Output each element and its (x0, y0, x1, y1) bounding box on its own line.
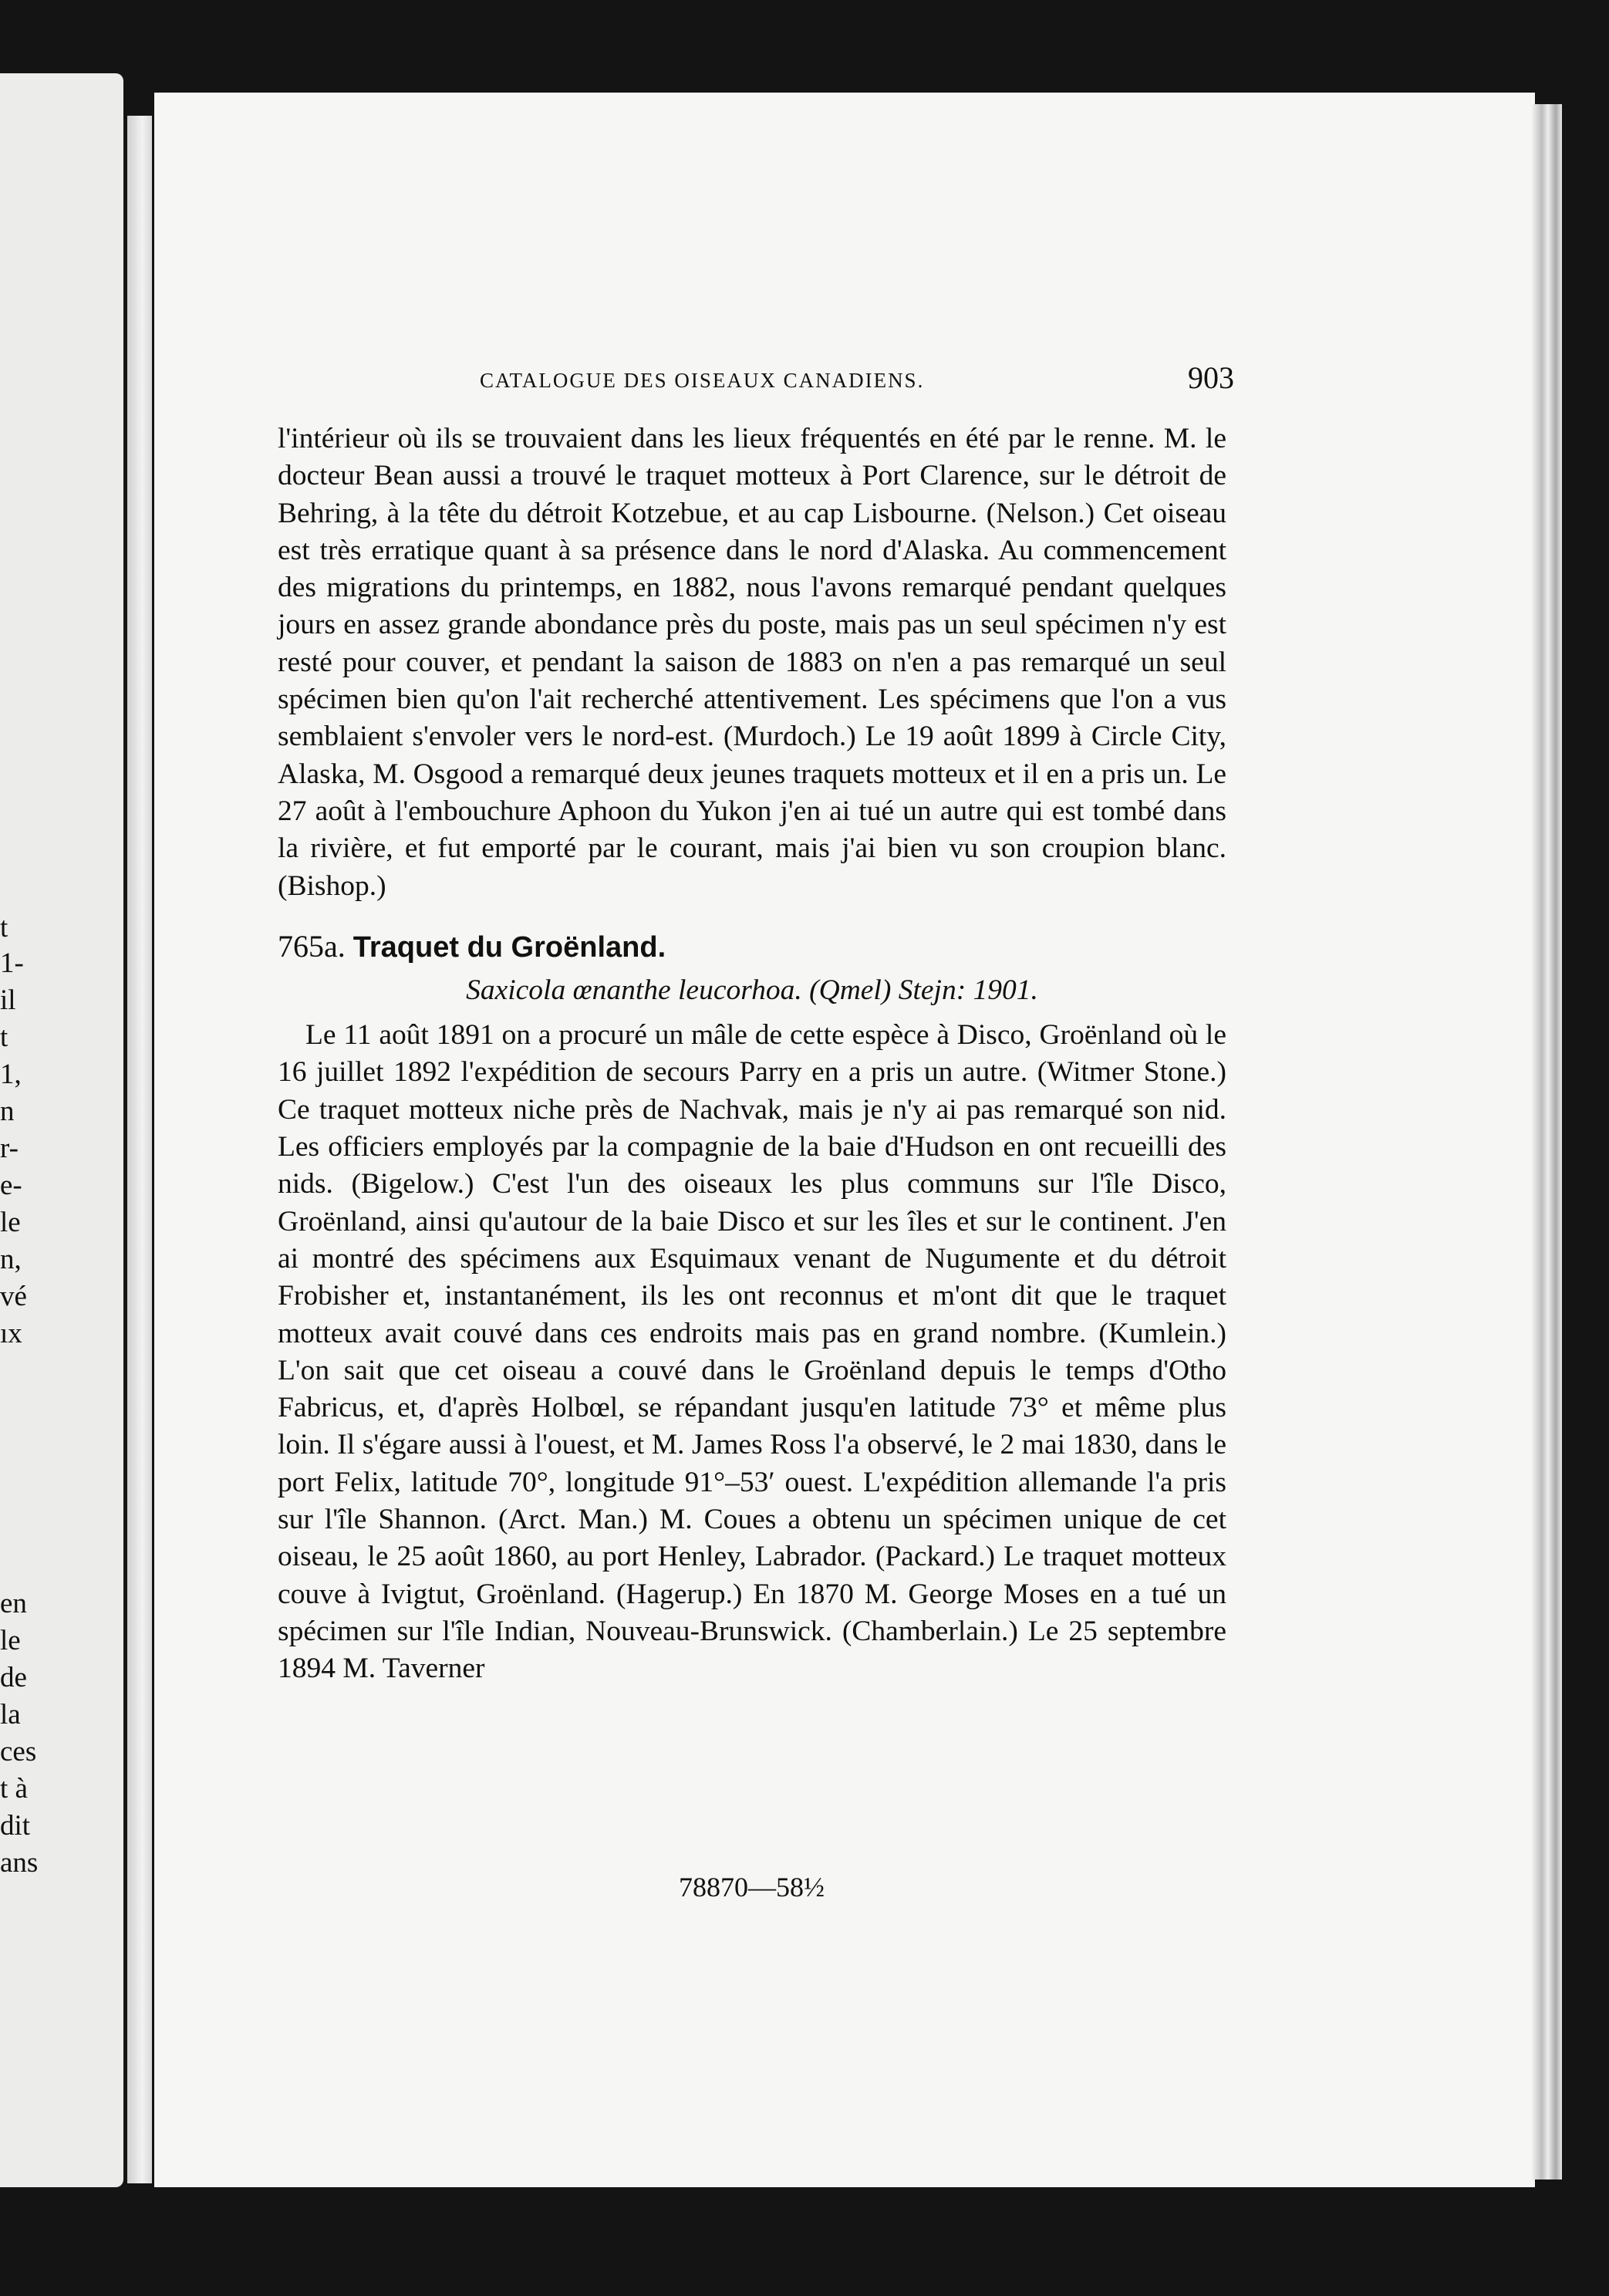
species-heading (278, 925, 1226, 969)
left-page-fragment: vé (0, 1281, 27, 1312)
page-number: 903 (1188, 360, 1234, 395)
left-page-fragment: le (0, 1625, 21, 1656)
left-page (0, 73, 123, 2187)
left-page-fragment: t (0, 1021, 8, 1053)
left-page-fragment: en (0, 1588, 27, 1619)
continuation-paragraph: l'intérieur où ils se trouvaient dans les lieux fréquentés en été par le renne. M. le docteur Bean aussi a trouvé le traquet motteux à Port Clarence, sur le détroit de Behring, à la tête du détroit Kotzebue, et au cap Lisbourne. (Nelson.) Cet oiseau est très erratique quant à sa présence dans le nord d'Alaska. Au commencement des migrations du printemps, en 1882, nous l'avons remarqué pendant quelques jours en assez grande abondance près du poste, mais pas un seul spécimen n'y est resté pour couver, et pendant la saison de 1883 on n'en a pas remarqué un seul spécimen bien qu'on l'ait recherché attentivement. Les spécimens que l'on a vus semblaient s'envoler vers le nord-est. (Murdoch.) Le 19 août 1899 à Circle City, Alaska, M. Osgood a remarqué deux jeunes traquets motteux et il en a pris un. Le 27 août à l'embouchure Aphoon du Yukon j'en ai tué un autre qui est tombé dans la rivière, et fut emporté par le courant, mais j'ai bien vu son croupion blanc. (Bishop.) (278, 423, 1226, 902)
left-page-fragment: il (0, 984, 16, 1016)
species-paragraph: Le 11 août 1891 on a procuré un mâle de cette espèce à Disco, Groënland où le 16 juillet 1892 l'expédition de secours Parry en a pris un autre. (Witmer Stone.) Ce traquet motteux niche près de Nachvak, mais je n'y ai pas remarqué son nid. Les officiers employés par la compagnie de la baie d'Hudson en ont recueilli des nids. (Bigelow.) C'est l'un des oiseaux les plus communs sur l'île Disco, Groënland, ainsi qu'autour de la baie Disco et sur les îles et sur le continent. J'en ai montré des spécimens aux Esquimaux venant de Nugumente et du détroit Frobisher et, instantanément, ils les ont reconnus et m'ont dit que le traquet motteux avait couvé dans ces endroits mais pas en grand nombre. (Kumlein.) L'on sait que cet oiseau a couvé dans le Groënland depuis le temps d'Otho Fabricus, et, d'après Holbœl, se répandant jusqu'en latitude 73° et même plus loin. Il s'égare aussi à l'ouest, et M. James Ross l'a observé, le 2 mai 1830, dans le port Felix, latitude 70°, longitude 91°–53′ ouest. L'expédition allemande l'a pris sur l'île Shannon. (Arct. Man.) M. Coues a obtenu un spécimen unique de cet oiseau, le 25 août 1860, au port Henley, Labrador. (Packard.) Le traquet motteux couve à Ivigtut, Groënland. (Hagerup.) En 1870 M. George Moses en a tué un spécimen sur l'île Indian, Nouveau-Brunswick. (Chamberlain.) Le 25 septembre 1894 M. Taverner (278, 1019, 1226, 1685)
page-body (278, 420, 1226, 1688)
species-name: Traquet du Groënland. (352, 930, 666, 964)
left-page-fragment: ans (0, 1847, 39, 1879)
left-page-fragment: ıx (0, 1318, 22, 1349)
left-page-fragment: dit (0, 1810, 31, 1842)
left-page-fragment: n, (0, 1244, 22, 1275)
left-page-fragment: le (0, 1207, 21, 1238)
latin-name (278, 972, 1226, 1009)
left-page-fragment: t à (0, 1773, 28, 1805)
species-number: 765a. (278, 928, 346, 964)
left-page-fragment: 1, (0, 1059, 22, 1090)
running-title: CATALOGUE DES OISEAUX CANADIENS. (480, 369, 925, 392)
left-page-fragment: ces (0, 1736, 37, 1768)
left-page-fragment: t (0, 912, 8, 944)
left-page-fragment: r- (0, 1133, 19, 1164)
left-page-fragment: n (0, 1096, 15, 1127)
latin-name-text: Saxicola œnanthe leucorhoa. (Qmel) Stejn: 1901. (466, 974, 1038, 1006)
left-page-fragment: e- (0, 1170, 22, 1201)
signature-mark: 78870—58½ (679, 1872, 825, 1903)
page-header (278, 360, 1234, 406)
left-page-fragment: 1- (0, 947, 24, 979)
left-page-fragment: de (0, 1662, 27, 1693)
page-edges (1531, 104, 1562, 2180)
left-page-fragment: la (0, 1699, 21, 1730)
book-gutter (127, 116, 152, 2183)
